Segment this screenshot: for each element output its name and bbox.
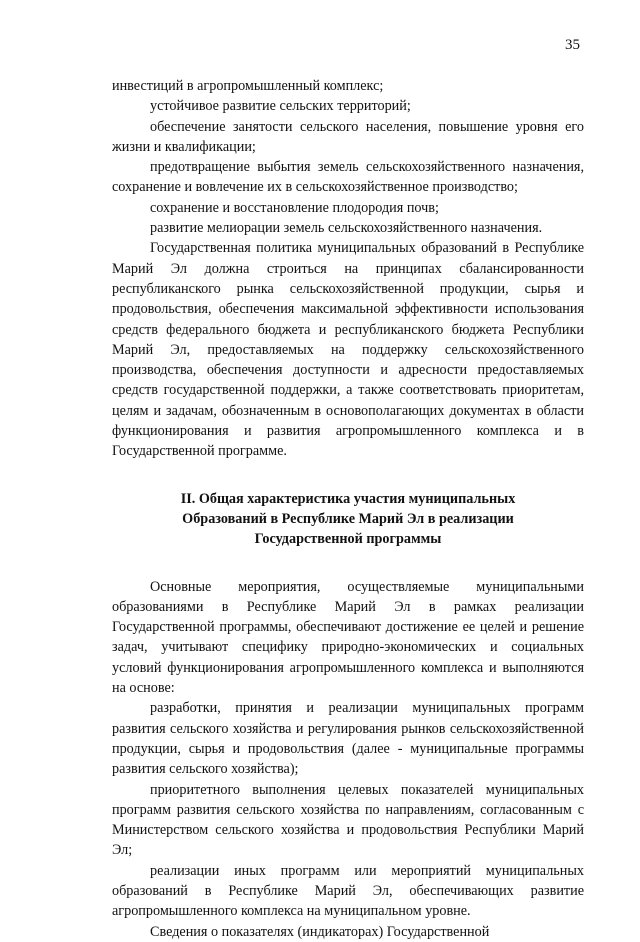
section-heading	[112, 489, 584, 550]
paragraph: Сведения о показателях (индикаторах) Государственной	[150, 923, 490, 940]
body-text	[112, 76, 584, 942]
section-heading-line: II. Общая характеристика участия муниципальных	[180, 490, 516, 507]
paragraph: устойчивое развитие сельских территорий;	[150, 98, 411, 115]
section-heading-line: Государственной программы	[254, 531, 442, 548]
paragraph: Основные мероприятия, осуществляемые муниципальными образованиями в Республике Марий Эл в рамках реализации Государственной программы, обеспечивают достижение ее целей и решение задач, учитывают специфику природно-экономических и социальных условий функционирования агропромышленного комплекса и выполняются на основе:	[112, 578, 584, 697]
page-number: 35	[565, 37, 580, 53]
paragraph: инвестиций в агропромышленный комплекс;	[112, 78, 384, 94]
paragraph: предотвращение выбытия земель сельскохозяйственного назначения, сохранение и вовлечение их в сельскохозяйственное производство;	[112, 159, 584, 196]
section-heading-line: Образований в Республике Марий Эл в реализации	[182, 510, 514, 527]
paragraph: Государственная политика муниципальных образований в Республике Марий Эл должна строиться на принципах сбалансированности республиканского рынка сельскохозяйственной продукции, сырья и продовольствия, обеспечения максимальной эффективности использования средств федерального бюджета и республиканского бюджета Республики Марий Эл, предоставляемых на поддержку сельскохозяйственного производства, обеспечения доступности и адресности предоставляемых средств государственной поддержки, а также соответствовать приоритетам, целям и задачам, обозначенным в основополагающих документах в области функционирования и развития агропромышленного комплекса и в Государственной программе.	[112, 240, 584, 460]
paragraph: разработки, принятия и реализации муниципальных программ развития сельского хозяйства и регулирования рынков сельскохозяйственной продукции, сырья и продовольствия (далее - муниципальные программы развития сельского хозяйства);	[112, 700, 584, 778]
paragraph: развитие мелиорации земель сельскохозяйственного назначения.	[150, 220, 543, 237]
paragraph: сохранение и восстановление плодородия почв;	[150, 199, 439, 216]
paragraph: приоритетного выполнения целевых показателей муниципальных программ развития сельского хозяйства по направлениям, согласованным с Министерством сельского хозяйства и продовольствия Республики Марий Эл;	[112, 781, 584, 859]
paragraph: обеспечение занятости сельского населения, повышение уровня его жизни и квалификации;	[112, 118, 584, 155]
paragraph: реализации иных программ или мероприятий муниципальных образований в Республике Марий Эл, обеспечивающих развитие агропромышленного комплекса на муниципальном уровне.	[112, 862, 584, 920]
